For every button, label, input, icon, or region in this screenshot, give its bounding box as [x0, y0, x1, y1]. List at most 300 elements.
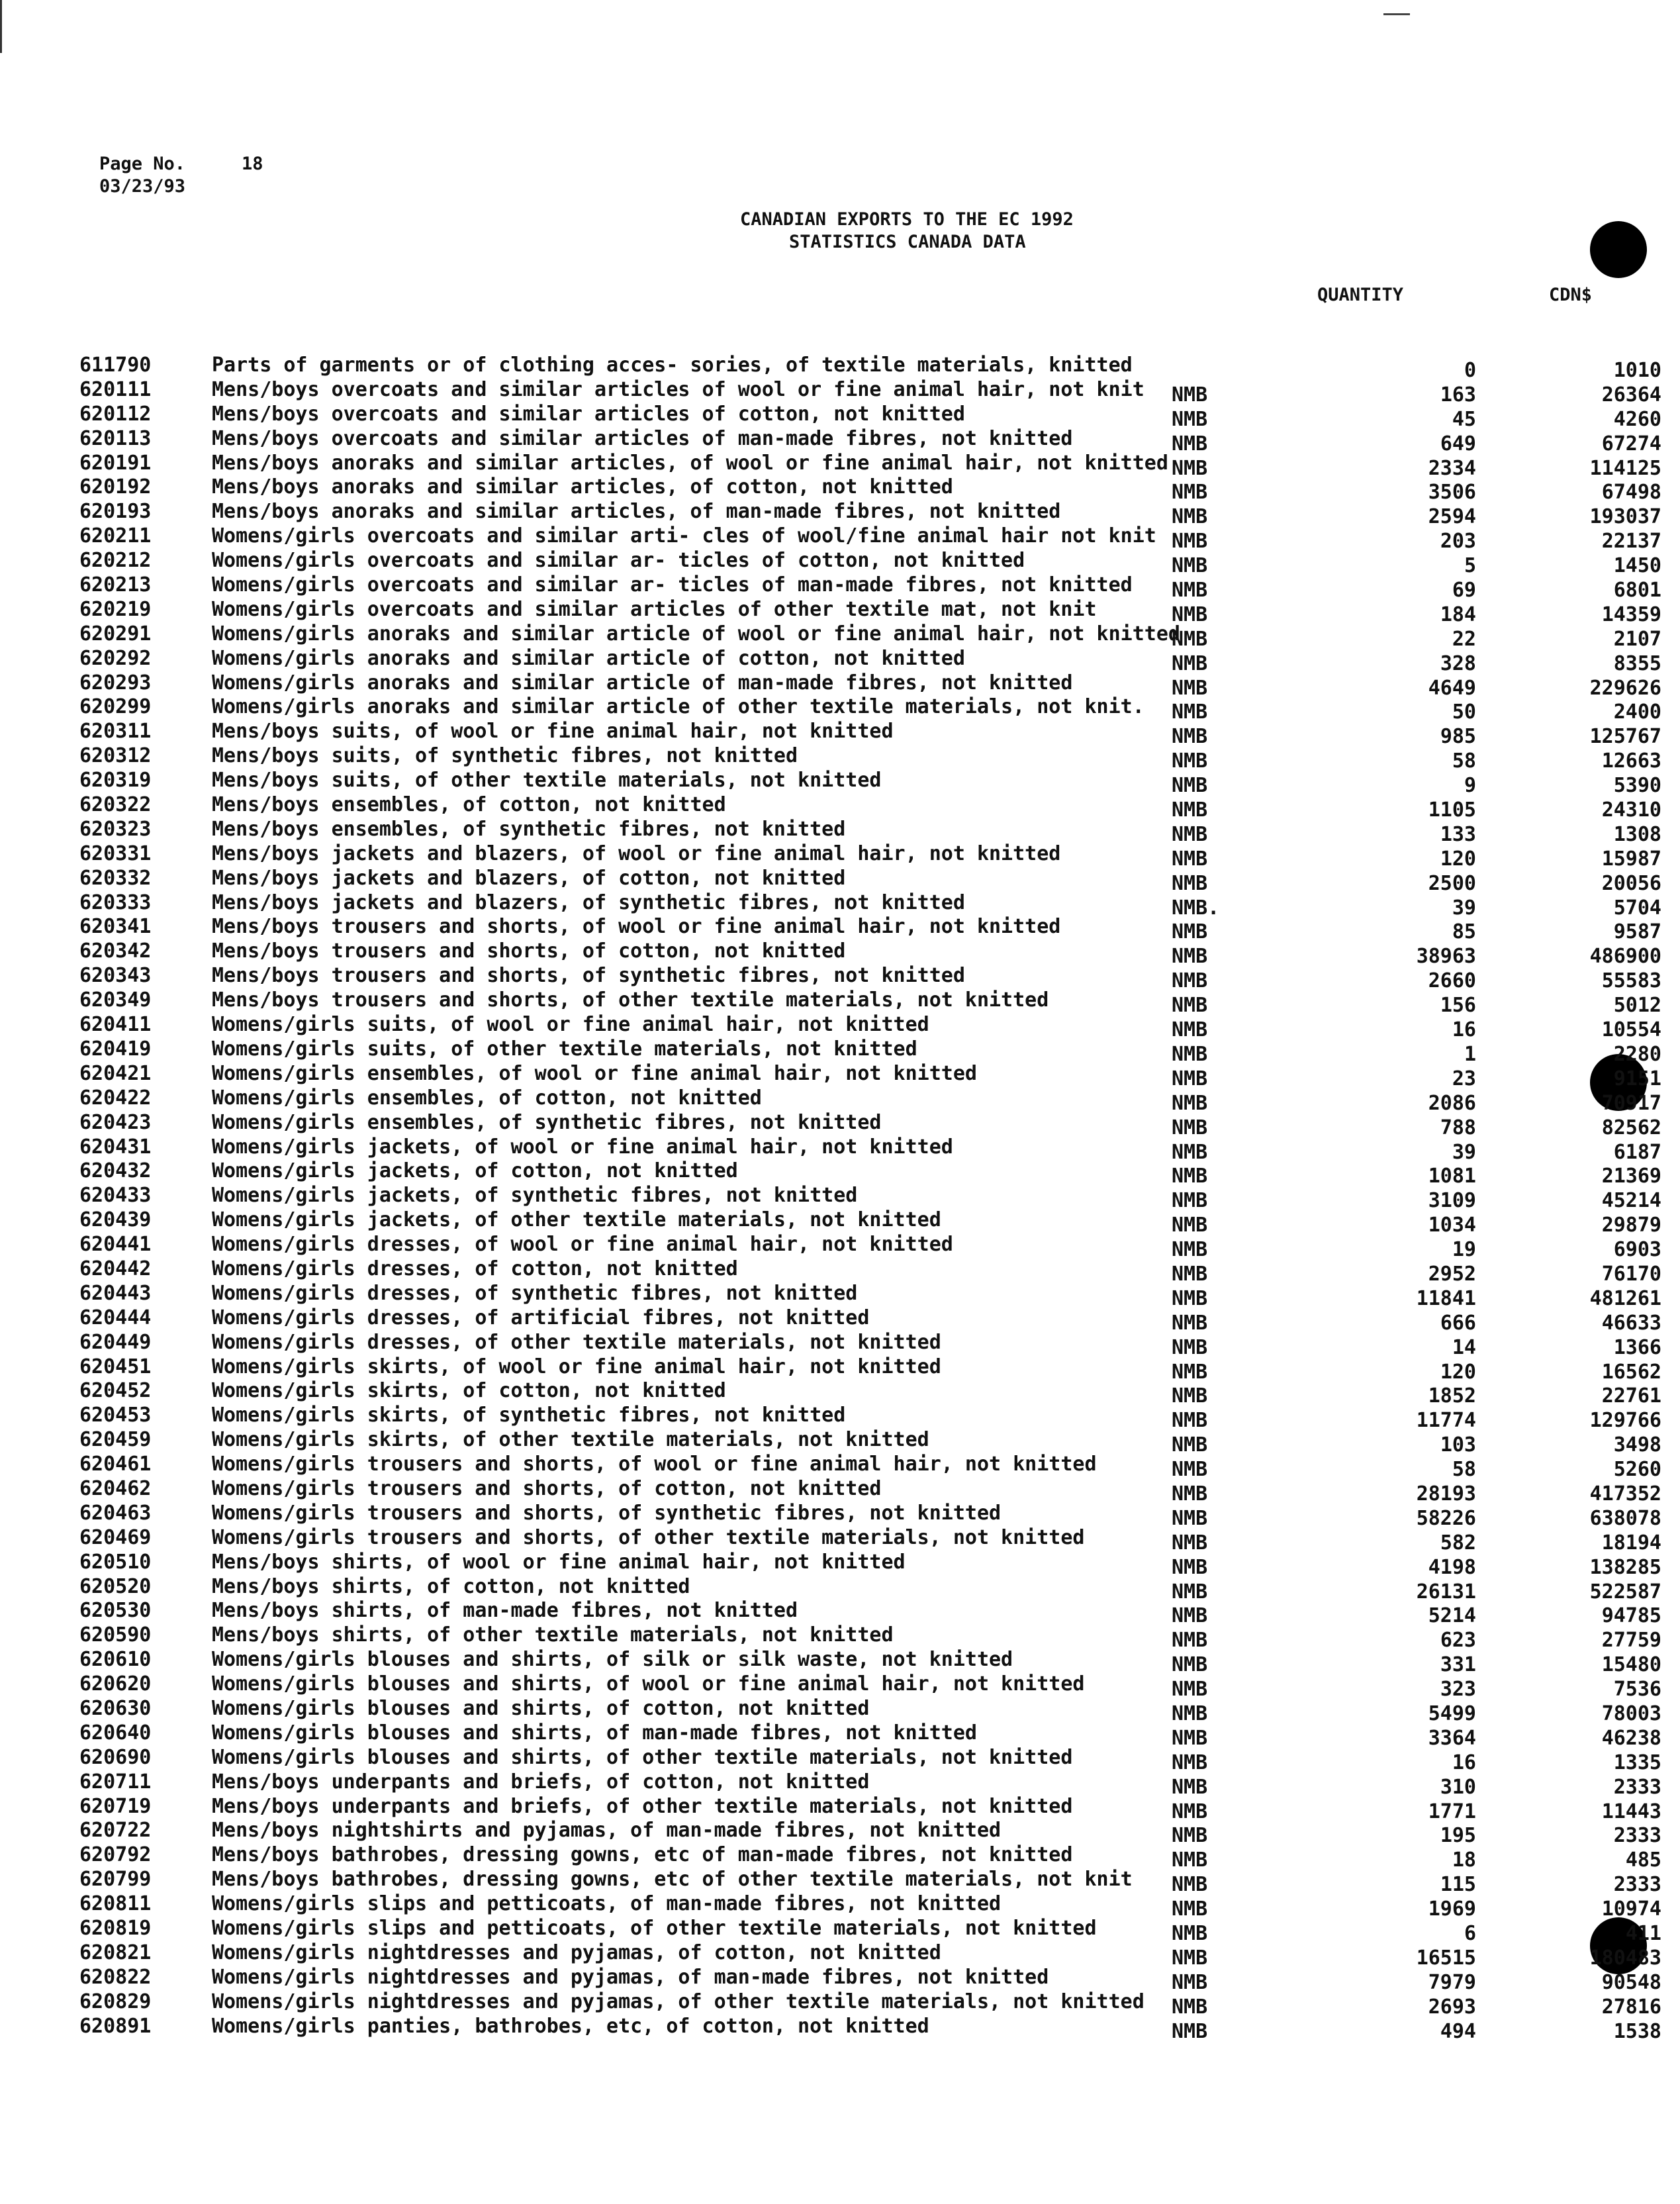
row-quantity: 328: [1440, 651, 1476, 675]
row-description: Womens/girls jackets, of other textile materials, not knitted: [212, 1208, 941, 1232]
row-quantity: 85: [1452, 920, 1476, 944]
row-unit: NMB: [1172, 1262, 1208, 1286]
row-quantity: 16515: [1416, 1946, 1476, 1970]
row-code: 620419: [79, 1037, 152, 1061]
report-title: CANADIAN EXPORTS TO THE EC 1992: [740, 209, 1074, 230]
row-unit: NMB: [1172, 505, 1208, 529]
export-table: [79, 354, 1661, 2043]
table-row: [79, 671, 1661, 700]
row-unit: NMB: [1172, 1604, 1208, 1628]
row-value: 6903: [1613, 1238, 1661, 1262]
row-unit: NMB: [1172, 798, 1208, 822]
row-description: Mens/boys ensembles, of synthetic fibres, not knitted: [212, 817, 846, 841]
row-unit: NMB: [1172, 1873, 1208, 1897]
table-row: [79, 1281, 1661, 1310]
row-unit: NMB: [1172, 994, 1208, 1018]
row-description: Mens/boys suits, of wool or fine animal hair, not knitted: [212, 720, 894, 743]
row-code: 620431: [79, 1135, 152, 1159]
row-quantity: 39: [1452, 1140, 1476, 1164]
row-quantity: 38963: [1416, 945, 1476, 969]
row-description: Womens/girls blouses and shirts, of silk or silk waste, not knitted: [212, 1648, 1013, 1672]
row-quantity: 103: [1440, 1433, 1476, 1457]
row-quantity: 1771: [1428, 1799, 1476, 1823]
row-description: Mens/boys shirts, of cotton, not knitted: [212, 1574, 690, 1598]
row-code: 620341: [79, 915, 152, 939]
row-value: 78003: [1601, 1701, 1661, 1725]
row-code: 620630: [79, 1696, 152, 1720]
row-code: 620311: [79, 720, 152, 743]
row-description: Womens/girls dresses, of wool or fine animal hair, not knitted: [212, 1233, 953, 1257]
row-unit: NMB: [1172, 1360, 1208, 1384]
row-unit: NMB: [1172, 1482, 1208, 1506]
table-row: [79, 1672, 1661, 1701]
row-description: Mens/boys overcoats and similar articles of wool or fine animal hair, not knit: [212, 377, 1144, 401]
row-code: 620421: [79, 1061, 152, 1085]
row-description: Womens/girls jackets, of synthetic fibres, not knitted: [212, 1184, 858, 1208]
row-unit: NMB: [1172, 602, 1208, 626]
row-quantity: 133: [1440, 822, 1476, 846]
row-unit: NMB: [1172, 1506, 1208, 1530]
row-quantity: 16: [1452, 1018, 1476, 1042]
row-description: Womens/girls ensembles, of wool or fine animal hair, not knitted: [212, 1061, 977, 1085]
row-value: 6801: [1613, 579, 1661, 602]
row-quantity: 156: [1440, 994, 1476, 1018]
row-code: 620213: [79, 573, 152, 597]
table-row: [79, 1159, 1661, 1188]
table-row: [79, 1135, 1661, 1164]
row-description: Womens/girls dresses, of synthetic fibres, not knitted: [212, 1281, 858, 1305]
row-value: 15480: [1601, 1653, 1661, 1677]
row-value: 485: [1625, 1848, 1661, 1872]
row-quantity: 310: [1440, 1775, 1476, 1799]
row-value: 2400: [1613, 700, 1661, 724]
row-quantity: 19: [1452, 1238, 1476, 1262]
row-code: 620792: [79, 1843, 152, 1867]
row-quantity: 2660: [1428, 969, 1476, 993]
row-value: 125767: [1589, 725, 1661, 749]
row-description: Womens/girls slips and petticoats, of man-made fibres, not knitted: [212, 1892, 1002, 1916]
table-row: [79, 1623, 1661, 1653]
row-quantity: 115: [1440, 1873, 1476, 1897]
row-unit: NMB: [1172, 383, 1208, 407]
row-value: 486900: [1589, 945, 1661, 969]
row-description: Parts of garments or of clothing acces- sories, of textile materials, knitted: [212, 354, 1133, 377]
row-code: 620690: [79, 1745, 152, 1769]
row-description: Womens/girls skirts, of other textile materials, not knitted: [212, 1428, 929, 1452]
row-value: 10554: [1601, 1018, 1661, 1042]
row-description: Womens/girls anoraks and similar article of man-made fibres, not knitted: [212, 671, 1073, 695]
table-row: [79, 964, 1661, 993]
row-quantity: 788: [1440, 1116, 1476, 1139]
row-unit: NMB: [1172, 847, 1208, 871]
row-quantity: 7979: [1428, 1970, 1476, 1994]
row-quantity: 3109: [1428, 1189, 1476, 1213]
row-code: 620620: [79, 1672, 152, 1696]
row-value: 29879: [1601, 1214, 1661, 1237]
row-unit: NMB: [1172, 1653, 1208, 1677]
row-unit: NMB: [1172, 554, 1208, 578]
row-unit: NMB: [1172, 1678, 1208, 1701]
row-quantity: 1: [1464, 1042, 1476, 1066]
row-quantity: 6: [1464, 1922, 1476, 1945]
row-unit: NMB: [1172, 1750, 1208, 1774]
row-value: 9587: [1613, 920, 1661, 944]
row-code: 620640: [79, 1721, 152, 1745]
row-quantity: 4649: [1428, 676, 1476, 700]
row-quantity: 163: [1440, 383, 1476, 407]
row-code: 620722: [79, 1819, 152, 1843]
row-description: Mens/boys trousers and shorts, of wool or fine animal hair, not knitted: [212, 915, 1061, 939]
row-quantity: 22: [1452, 627, 1476, 651]
row-unit: NMB: [1172, 432, 1208, 455]
row-unit: NMB: [1172, 1189, 1208, 1213]
table-row: [79, 1648, 1661, 1677]
table-row: [79, 1599, 1661, 1628]
row-code: 620211: [79, 524, 152, 548]
row-description: Mens/boys trousers and shorts, of cotton, not knitted: [212, 939, 846, 963]
row-unit: NMB: [1172, 1018, 1208, 1042]
row-code: 620319: [79, 769, 152, 792]
row-code: 620112: [79, 402, 152, 426]
row-code: 620829: [79, 1989, 152, 2013]
row-quantity: 2500: [1428, 871, 1476, 895]
table-row: [79, 1476, 1661, 1506]
row-description: Womens/girls jackets, of wool or fine animal hair, not knitted: [212, 1135, 953, 1159]
row-description: Mens/boys trousers and shorts, of other textile materials, not knitted: [212, 988, 1049, 1012]
row-unit: NMB: [1172, 1726, 1208, 1750]
row-description: Mens/boys jackets and blazers, of cotton, not knitted: [212, 866, 846, 890]
row-value: 1450: [1613, 554, 1661, 578]
row-description: Womens/girls slips and petticoats, of other textile materials, not knitted: [212, 1917, 1097, 1940]
row-code: 620219: [79, 597, 152, 621]
row-unit: NMB: [1172, 1458, 1208, 1482]
row-unit: NMB: [1172, 1775, 1208, 1799]
table-row: [79, 524, 1661, 553]
row-description: Womens/girls overcoats and similar ar- ticles of man-made fibres, not knitted: [212, 573, 1133, 597]
row-description: Womens/girls overcoats and similar arti- cles of wool/fine animal hair not knit: [212, 524, 1156, 548]
table-row: [79, 573, 1661, 602]
row-code: 620443: [79, 1281, 152, 1305]
table-row: [79, 377, 1661, 407]
row-description: Mens/boys overcoats and similar articles of cotton, not knitted: [212, 402, 965, 426]
table-row: [79, 426, 1661, 455]
row-unit: NMB: [1172, 749, 1208, 773]
table-row: [79, 1233, 1661, 1262]
row-unit: NMB: [1172, 774, 1208, 798]
row-description: Womens/girls anoraks and similar article of other textile materials, not knit.: [212, 695, 1144, 719]
row-value: 5390: [1613, 774, 1661, 798]
row-quantity: 11774: [1416, 1409, 1476, 1433]
table-row: [79, 1501, 1661, 1530]
binder-hole-top: [1590, 221, 1647, 278]
row-unit: NMB: [1172, 456, 1208, 480]
row-value: 1335: [1613, 1750, 1661, 1774]
row-code: 620459: [79, 1428, 152, 1452]
row-value: 193037: [1589, 505, 1661, 529]
row-quantity: 69: [1452, 579, 1476, 602]
row-value: 11443: [1601, 1799, 1661, 1823]
row-value: 1366: [1613, 1335, 1661, 1359]
row-value: 5704: [1613, 896, 1661, 920]
row-description: Womens/girls anoraks and similar article of cotton, not knitted: [212, 646, 965, 670]
table-row: [79, 1330, 1661, 1359]
table-row: [79, 793, 1661, 822]
row-quantity: 14: [1452, 1335, 1476, 1359]
row-description: Mens/boys shirts, of man-made fibres, not knitted: [212, 1599, 798, 1623]
row-value: 10974: [1601, 1897, 1661, 1921]
row-code: 620461: [79, 1453, 152, 1476]
row-description: Womens/girls trousers and shorts, of cotton, not knitted: [212, 1476, 882, 1500]
row-code: 620610: [79, 1648, 152, 1672]
table-row: [79, 1013, 1661, 1042]
row-code: 620462: [79, 1476, 152, 1500]
row-quantity: 9: [1464, 774, 1476, 798]
table-row: [79, 549, 1661, 578]
row-code: 611790: [79, 354, 152, 377]
table-row: [79, 1819, 1661, 1848]
row-code: 620192: [79, 475, 152, 499]
row-code: 620452: [79, 1379, 152, 1403]
table-row: [79, 1379, 1661, 1408]
row-description: Womens/girls anoraks and similar article of wool or fine animal hair, not knitted: [212, 622, 1180, 646]
row-value: 27816: [1601, 1995, 1661, 2019]
table-row: [79, 817, 1661, 846]
row-unit: NMB: [1172, 1799, 1208, 1823]
row-unit: NMB: [1172, 1042, 1208, 1066]
row-code: 620411: [79, 1013, 152, 1037]
row-description: Mens/boys suits, of other textile materials, not knitted: [212, 769, 882, 792]
row-quantity: 582: [1440, 1531, 1476, 1555]
row-code: 620891: [79, 2014, 152, 2038]
row-quantity: 203: [1440, 530, 1476, 553]
row-quantity: 331: [1440, 1653, 1476, 1677]
row-quantity: 2693: [1428, 1995, 1476, 2019]
row-quantity: 3506: [1428, 481, 1476, 504]
row-value: 70917: [1601, 1091, 1661, 1115]
row-code: 620449: [79, 1330, 152, 1354]
row-description: Womens/girls ensembles, of synthetic fibres, not knitted: [212, 1110, 882, 1134]
row-quantity: 985: [1440, 725, 1476, 749]
row-quantity: 16: [1452, 1750, 1476, 1774]
row-value: 82562: [1601, 1116, 1661, 1139]
row-code: 620333: [79, 890, 152, 914]
row-unit: NMB: [1172, 1701, 1208, 1725]
row-description: Mens/boys nightshirts and pyjamas, of man-made fibres, not knitted: [212, 1819, 1002, 1843]
table-row: [79, 1428, 1661, 1457]
row-unit: NMB: [1172, 1946, 1208, 1970]
row-unit: NMB: [1172, 1824, 1208, 1848]
row-code: 620292: [79, 646, 152, 670]
table-row: [79, 769, 1661, 798]
table-row: [79, 1355, 1661, 1384]
row-description: Womens/girls nightdresses and pyjamas, of cotton, not knitted: [212, 1940, 941, 1964]
row-code: 620822: [79, 1965, 152, 1989]
row-code: 620342: [79, 939, 152, 963]
row-quantity: 23: [1452, 1067, 1476, 1090]
row-value: 411: [1625, 1922, 1661, 1945]
page-label: Page No.: [99, 154, 186, 174]
table-row: [79, 988, 1661, 1018]
row-unit: NMB: [1172, 1995, 1208, 2019]
row-description: Mens/boys anoraks and similar articles, of wool or fine animal hair, not knitted: [212, 451, 1168, 475]
table-row: [79, 1745, 1661, 1774]
column-header-quantity: QUANTITY: [1317, 285, 1404, 305]
table-row: [79, 1696, 1661, 1725]
row-unit: NMB: [1172, 725, 1208, 749]
row-quantity: 494: [1440, 2019, 1476, 2043]
row-unit: NMB: [1172, 407, 1208, 431]
table-row: [79, 1770, 1661, 1799]
row-unit: NMB: [1172, 1384, 1208, 1408]
table-row: [79, 1917, 1661, 1945]
row-code: 620191: [79, 451, 152, 475]
row-quantity: 45: [1452, 407, 1476, 431]
row-description: Mens/boys suits, of synthetic fibres, not knitted: [212, 744, 798, 768]
row-value: 22761: [1601, 1384, 1661, 1408]
row-unit: NMB: [1172, 2019, 1208, 2043]
row-value: 8355: [1613, 651, 1661, 675]
row-value: 24310: [1601, 798, 1661, 822]
row-description: Womens/girls blouses and shirts, of wool or fine animal hair, not knitted: [212, 1672, 1085, 1696]
row-code: 620323: [79, 817, 152, 841]
row-code: 620719: [79, 1794, 152, 1818]
row-code: 620293: [79, 671, 152, 695]
row-code: 620432: [79, 1159, 152, 1183]
table-row: [79, 1721, 1661, 1750]
row-unit: NMB: [1172, 1067, 1208, 1090]
row-code: 620212: [79, 549, 152, 573]
row-unit: NMB: [1172, 530, 1208, 553]
row-unit: NMB: [1172, 1580, 1208, 1604]
row-value: 94785: [1601, 1604, 1661, 1628]
row-description: Womens/girls dresses, of other textile materials, not knitted: [212, 1330, 941, 1354]
table-row: [79, 866, 1661, 895]
table-row: [79, 1574, 1661, 1604]
row-description: Womens/girls skirts, of cotton, not knitted: [212, 1379, 726, 1403]
row-unit: NMB: [1172, 1238, 1208, 1262]
row-value: 14359: [1601, 602, 1661, 626]
table-row: [79, 597, 1661, 626]
table-row: [79, 1110, 1661, 1139]
row-unit: NMB: [1172, 871, 1208, 895]
table-row: [79, 1453, 1661, 1482]
row-code: 620821: [79, 1940, 152, 1964]
row-quantity: 5: [1464, 554, 1476, 578]
row-quantity: 1081: [1428, 1165, 1476, 1188]
table-row: [79, 1037, 1661, 1066]
row-value: 1538: [1613, 2019, 1661, 2043]
row-quantity: 120: [1440, 847, 1476, 871]
row-quantity: 1852: [1428, 1384, 1476, 1408]
table-row: [79, 1965, 1661, 1994]
table-row: [79, 1061, 1661, 1090]
row-quantity: 1969: [1428, 1897, 1476, 1921]
row-description: Mens/boys jackets and blazers, of wool or fine animal hair, not knitted: [212, 841, 1061, 865]
row-description: Womens/girls suits, of wool or fine animal hair, not knitted: [212, 1013, 929, 1037]
row-code: 620322: [79, 793, 152, 817]
row-description: Womens/girls suits, of other textile materials, not knitted: [212, 1037, 917, 1061]
row-value: 21369: [1601, 1165, 1661, 1188]
row-code: 620439: [79, 1208, 152, 1232]
row-quantity: 1105: [1428, 798, 1476, 822]
row-quantity: 11841: [1416, 1286, 1476, 1310]
table-row: [79, 1404, 1661, 1433]
row-code: 620510: [79, 1550, 152, 1574]
row-code: 620451: [79, 1355, 152, 1378]
row-description: Womens/girls trousers and shorts, of other textile materials, not knitted: [212, 1525, 1085, 1549]
row-quantity: 3364: [1428, 1726, 1476, 1750]
row-unit: NMB: [1172, 1531, 1208, 1555]
row-unit: NMB: [1172, 1848, 1208, 1872]
row-description: Womens/girls ensembles, of cotton, not knitted: [212, 1086, 762, 1110]
column-header-value: CDN$: [1549, 285, 1593, 305]
row-quantity: 184: [1440, 602, 1476, 626]
row-code: 620811: [79, 1892, 152, 1916]
row-unit: NMB: [1172, 1116, 1208, 1139]
row-code: 620463: [79, 1501, 152, 1525]
row-value: 76170: [1601, 1262, 1661, 1286]
row-value: 12663: [1601, 749, 1661, 773]
row-unit: NMB: [1172, 627, 1208, 651]
row-code: 620423: [79, 1110, 152, 1134]
row-description: Womens/girls nightdresses and pyjamas, of man-made fibres, not knitted: [212, 1965, 1049, 1989]
row-value: 2333: [1613, 1873, 1661, 1897]
row-unit: NMB: [1172, 1091, 1208, 1115]
row-value: 4260: [1613, 407, 1661, 431]
row-quantity: 2594: [1428, 505, 1476, 529]
row-quantity: 28193: [1416, 1482, 1476, 1506]
row-value: 45214: [1601, 1189, 1661, 1213]
row-value: 1308: [1613, 822, 1661, 846]
row-value: 1010: [1613, 359, 1661, 382]
row-quantity: 0: [1464, 359, 1476, 382]
row-value: 15987: [1601, 847, 1661, 871]
row-unit: NMB: [1172, 1922, 1208, 1945]
row-unit: NMB: [1172, 1433, 1208, 1457]
row-description: Mens/boys anoraks and similar articles, of man-made fibres, not knitted: [212, 500, 1061, 524]
row-code: 620113: [79, 426, 152, 450]
table-row: [79, 890, 1661, 920]
row-value: 7536: [1613, 1678, 1661, 1701]
row-value: 229626: [1589, 676, 1661, 700]
table-row: [79, 1892, 1661, 1921]
table-row: [79, 2014, 1661, 2043]
row-value: 2333: [1613, 1824, 1661, 1848]
row-description: Womens/girls dresses, of cotton, not knitted: [212, 1257, 738, 1280]
row-value: 9151: [1613, 1067, 1661, 1090]
row-quantity: 58226: [1416, 1506, 1476, 1530]
row-description: Womens/girls blouses and shirts, of other textile materials, not knitted: [212, 1745, 1073, 1769]
row-unit: NMB: [1172, 945, 1208, 969]
row-description: Womens/girls jackets, of cotton, not knitted: [212, 1159, 738, 1183]
table-row: [79, 1306, 1661, 1335]
row-description: Mens/boys bathrobes, dressing gowns, etc of man-made fibres, not knitted: [212, 1843, 1073, 1867]
table-row: [79, 915, 1661, 944]
row-code: 620111: [79, 377, 152, 401]
row-quantity: 5499: [1428, 1701, 1476, 1725]
row-unit: NMB: [1172, 1165, 1208, 1188]
row-quantity: 39: [1452, 896, 1476, 920]
row-quantity: 649: [1440, 432, 1476, 455]
row-unit: NMB: [1172, 676, 1208, 700]
table-row: [79, 939, 1661, 969]
row-unit: NMB: [1172, 1140, 1208, 1164]
page-number: 18: [242, 154, 263, 174]
row-quantity: 18: [1452, 1848, 1476, 1872]
row-value: 2280: [1613, 1042, 1661, 1066]
row-quantity: 623: [1440, 1629, 1476, 1653]
row-unit: NMB: [1172, 1897, 1208, 1921]
